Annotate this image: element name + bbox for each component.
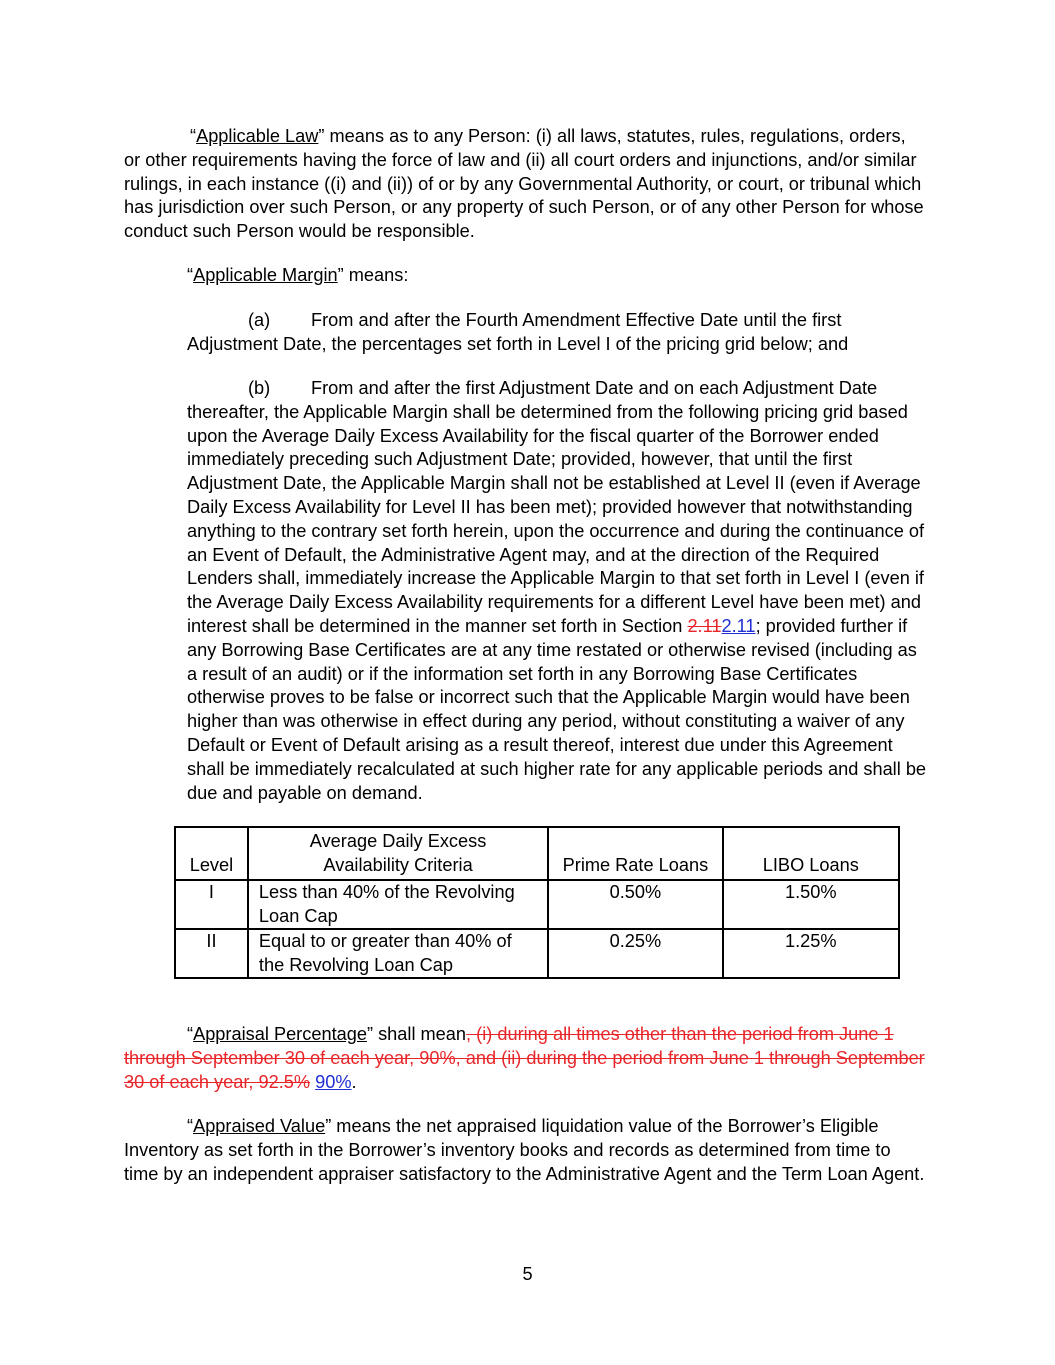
applicable-margin-clause-a [187,309,887,357]
applicable-margin-text: ” means: [337,265,409,285]
prime-rate-cell: 0.50% [548,880,722,929]
clause-b-marker: (b) [248,378,271,398]
deleted-text: , (i) during all times other than the period from June 1 through September 30 of each year, 90%, and (ii) during the period from June 1 through September 30 of each year, 92.5% [124,1024,925,1092]
level-cell: I [175,880,248,929]
pricing-grid-table [174,826,900,979]
clause-a-marker: (a) [248,310,271,330]
table-row [175,929,899,978]
table-header-row [175,827,899,880]
applicable-law-definition: “Applicable Law” means as to any Person: (i) all laws, statutes, rules, regulations, orders, or other requirements having the force of law and (ii) all court orders and injunctions, and/or similar rulings, in each instance ((i) and (ii)) of or by any Governmental Authority, or court, or tribunal which has jurisdiction over such Person, or any property of such Person, or of any other Person for whose conduct such Person would be responsible. [124,126,924,242]
appraisal-percentage-term: Appraisal Percentage [193,1024,367,1044]
applicable-margin-term: Applicable Margin [193,265,338,285]
appraised-value-term: Appraised Value [193,1116,326,1136]
inserted-text: 90% [315,1071,352,1092]
header-level: Level [175,827,248,880]
applicable-law-text: ” means as to any Person: (i) all laws, statutes, rules, regulations, orders, or other requirements having the force of law and (ii) all court orders and injunctions, and/or similar rulings, in each instance ((i) and (ii)) of or by any Governmental Authority, or court, or tribunal which has jurisdiction over such Person, or any property of such Person, or of any other Person for whose conduct such Person would be responsible. [124,126,924,242]
header-criteria: Average Daily Excess Availability Criteria [248,827,548,880]
prime-rate-cell: 0.25% [548,929,722,978]
deleted-section-reference: 2.11 [687,615,722,636]
appraisal-percentage-definition: “Appraisal Percentage” shall mean, (i) during all times other than the period from June 1 through September 30 of each year, 90%, and (ii) during the period from June 1 through September 30 of each year, 92.5% 90%. [124,1024,925,1092]
applicable-law-term: Applicable Law [196,126,319,146]
clause-b-text-after: ; provided further if any Borrowing Base Certificates are at any time restated or otherwise revised (including as a result of an audit) or if the information set forth in any Borrowing Base Certificates otherwise proves to be false or incorrect such that the Applicable Margin would have been higher than was otherwise in effect during any period, without constituting a waiver of any Default or Event of Default arising as a result thereof, interest due under this Agreement shall be immediately recalculated at such higher rate for any applicable periods and shall be due and payable on demand. [187,615,927,803]
libo-cell: 1.50% [723,880,899,929]
clause-a-text: From and after the Fourth Amendment Effective Date until the first Adjustment Date, the percentages set forth in Level I of the pricing grid below; and [187,310,849,354]
criteria-cell: Equal to or greater than 40% of the Revolving Loan Cap [248,929,548,978]
applicable-margin-clause-b [187,377,932,805]
libo-cell: 1.25% [723,929,899,978]
level-cell: II [175,929,248,978]
appraisal-percentage-text: ” shall mean [366,1024,467,1044]
header-libo-loans: LIBO Loans [723,827,899,880]
criteria-cell: Less than 40% of the Revolving Loan Cap [248,880,548,929]
appraised-value-definition: “Appraised Value” means the net appraised liquidation value of the Borrower’s Eligible Inventory as set forth in the Borrower’s inventory books and records as determined from time to time by an independent appraiser satisfactory to the Administrative Agent and the Term Loan Agent. [124,1116,925,1184]
applicable-margin-definition: “Applicable Margin” means: [187,265,409,285]
clause-b-text-before: From and after the first Adjustment Date and on each Adjustment Date thereafter, the Applicable Margin shall be determined from the following pricing grid based upon the Average Daily Excess Availability for the fiscal quarter of the Borrower ended immediately preceding such Adjustment Date; provided, however, that until the first Adjustment Date, the Applicable Margin shall not be established at Level II (even if Average Daily Excess Availability for Level II has been met); provided however that notwithstanding anything to the contrary set forth herein, upon the occurrence and during the continuance of an Event of Default, the Administrative Agent may, and at the direction of the Required Lenders shall, immediately increase the Applicable Margin to that set forth in Level I (even if the Average Daily Excess Availability requirements for a different Level have been met) and interest shall be determined in the manner set forth in Section [187,378,925,636]
appraised-value-text: ” means the net appraised liquidation value of the Borrower’s Eligible Inventory as set forth in the Borrower’s inventory books and records as determined from time to time by an independent appraiser satisfactory to the Administrative Agent and the Term Loan Agent. [124,1116,925,1184]
header-prime-rate-loans: Prime Rate Loans [548,827,722,880]
table-row [175,880,899,929]
inserted-section-reference: 2.11 [721,615,756,636]
page-number: 5 [522,1264,533,1284]
